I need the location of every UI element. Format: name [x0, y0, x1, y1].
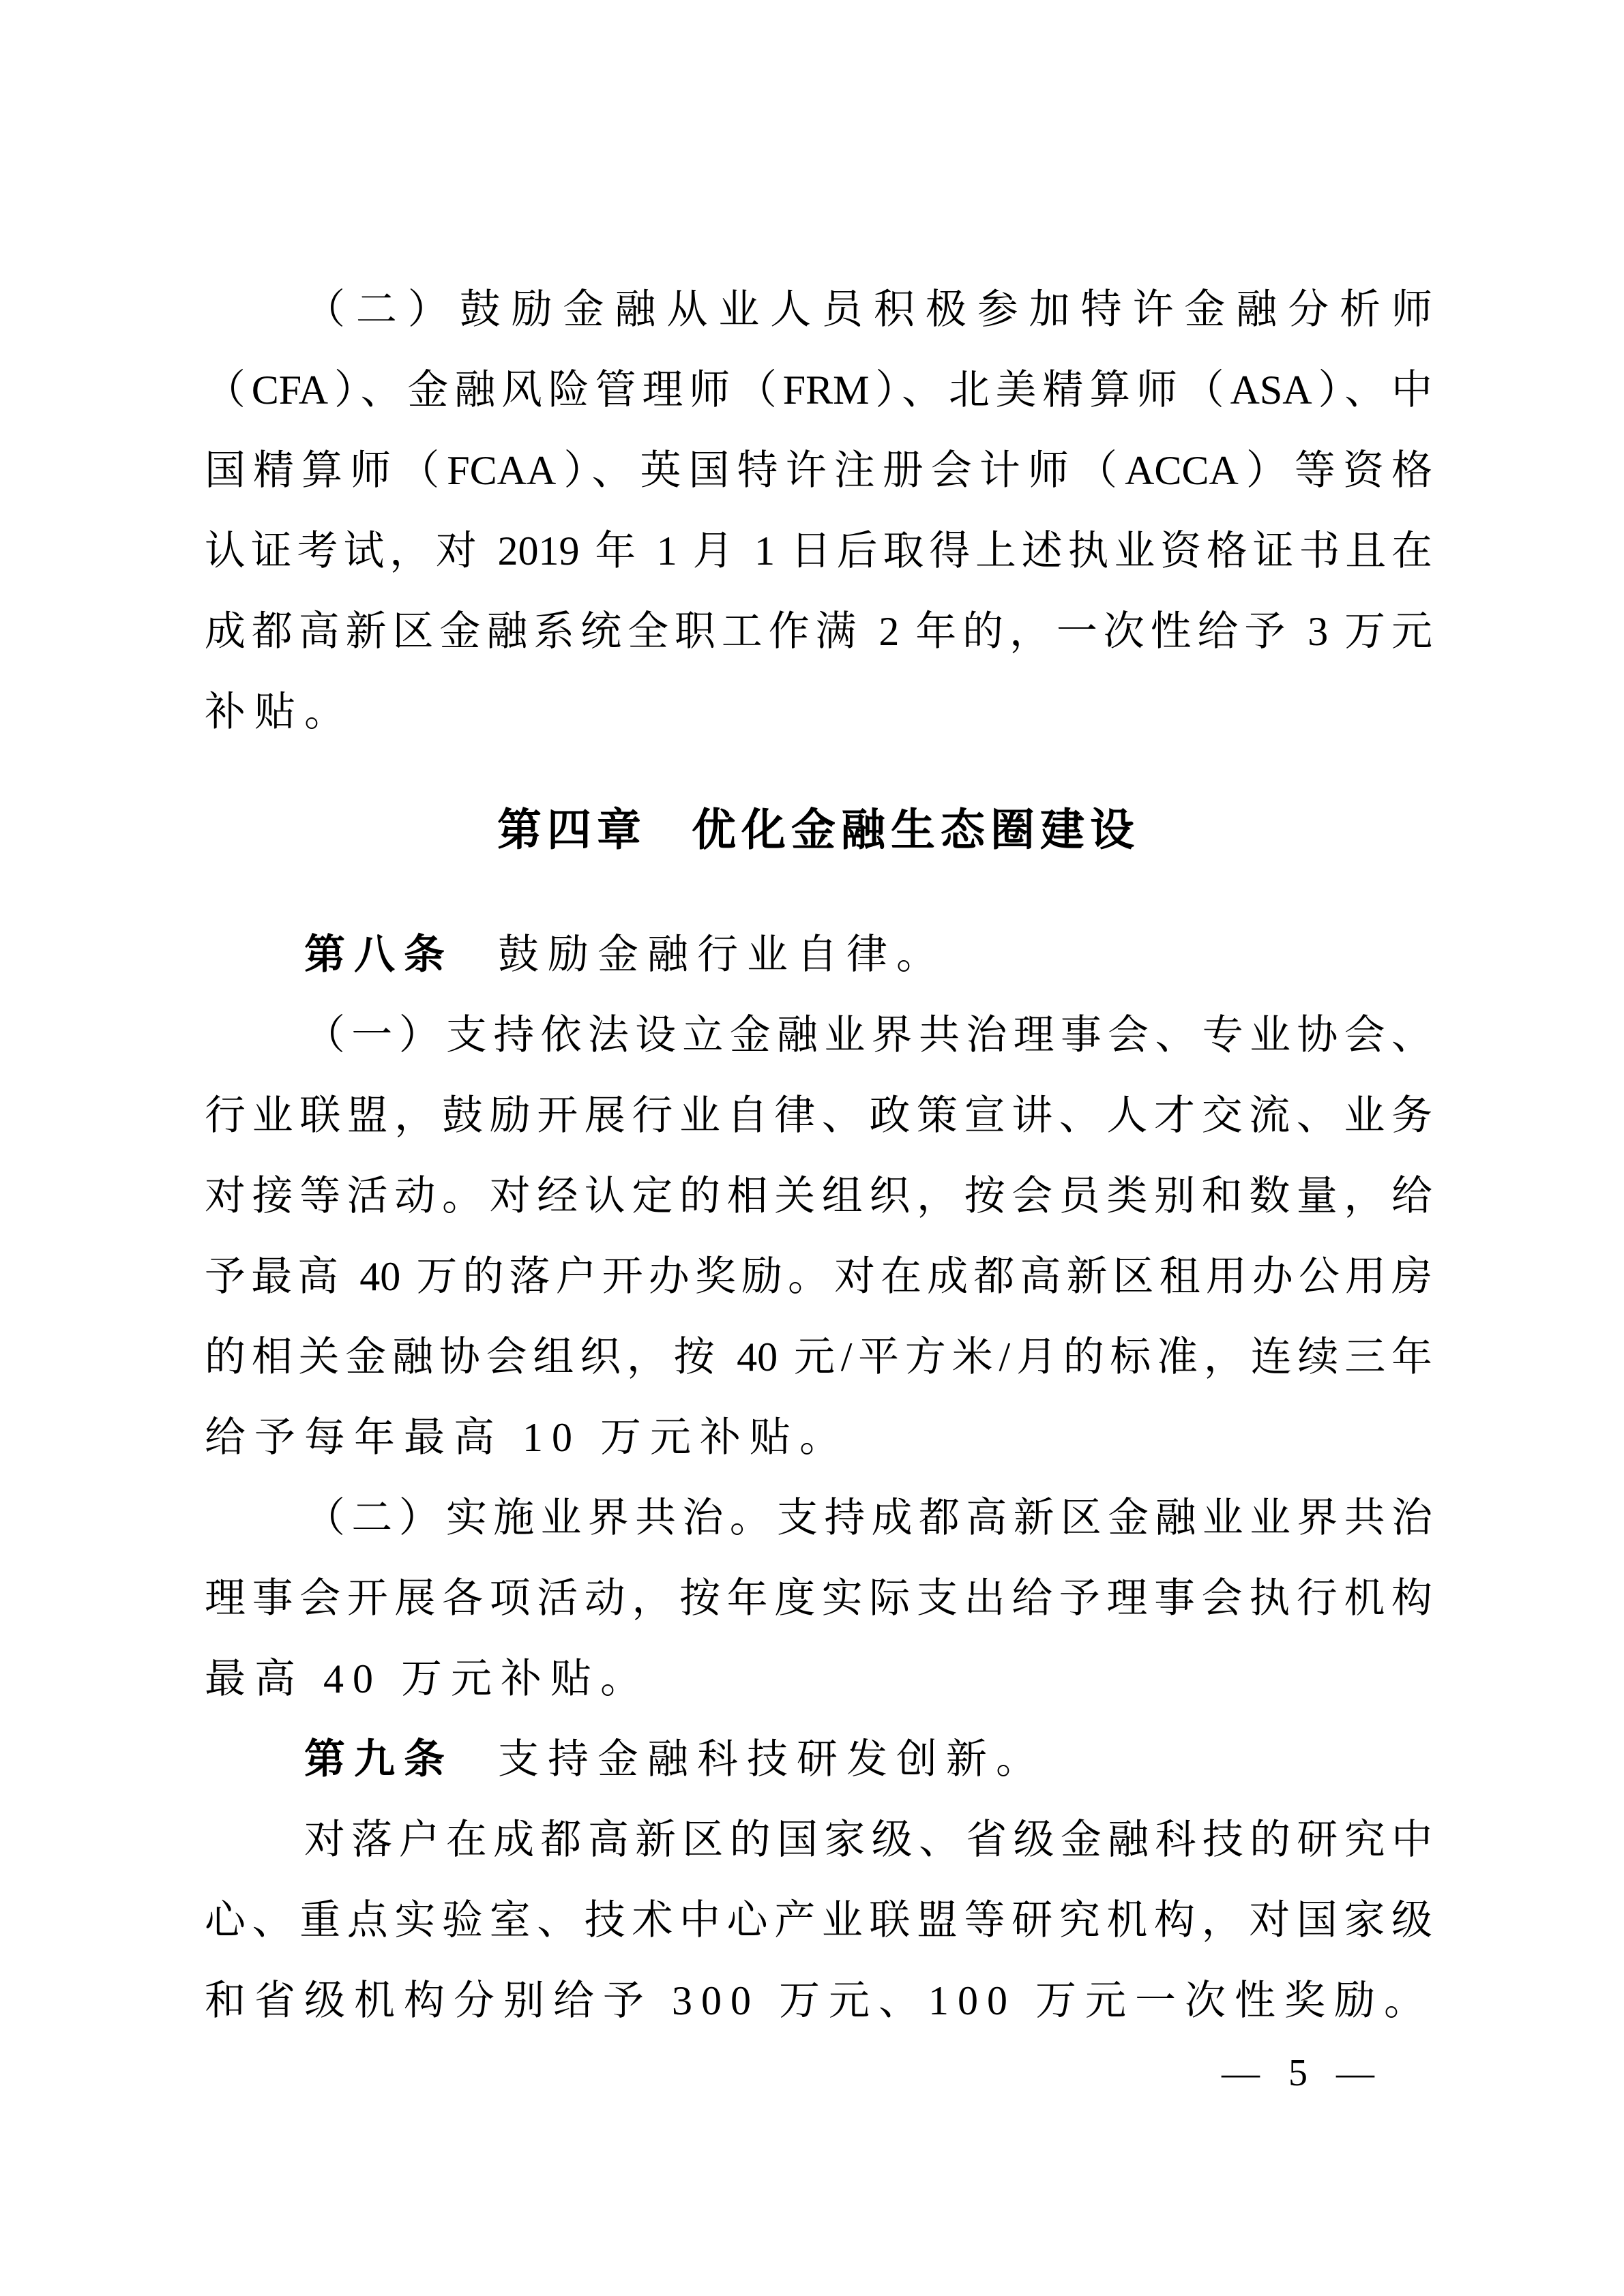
- article-9-label: 第九条: [304, 1736, 454, 1782]
- article-8-text: 鼓励金融行业自律。: [498, 932, 946, 977]
- paragraph-article8-item-1: [205, 995, 1432, 1478]
- text-line: 的相关金融协会组织，按 40 元/平方米/月的标准，连续三年: [205, 1335, 1432, 1380]
- text-line: （一）支持依法设立金融业界共治理事会、专业协会、: [304, 1013, 1432, 1058]
- text-line: （二）鼓励金融从业人员积极参加特许金融分析师: [304, 287, 1432, 332]
- text-line: 对落户在成都高新区的国家级、省级金融科技的研究中: [304, 1817, 1432, 1862]
- text-line: 对接等活动。对经认定的相关组织，按会员类别和数量，给: [205, 1174, 1432, 1219]
- chapter-title: 优化金融生态圈建设: [692, 805, 1140, 854]
- text-line: 认证考试，对 2019 年 1 月 1 日后取得上述执业资格证书且在: [205, 528, 1432, 573]
- article-8-heading-line: [205, 914, 1432, 995]
- article-9-text: 支持金融科技研发创新。: [498, 1737, 1046, 1782]
- chapter-heading: [205, 790, 1432, 870]
- text-line: 国精算师（FCAA）、英国特许注册会计师（ACCA）等资格: [205, 448, 1432, 493]
- text-line: 予最高 40 万的落户开办奖励。对在成都高新区租用办公用房: [205, 1254, 1432, 1299]
- article-8-label: 第八条: [304, 931, 454, 977]
- paragraph-item-2: [205, 269, 1432, 752]
- document-body: [205, 269, 1432, 2041]
- paragraph-article9: [205, 1800, 1432, 2041]
- text-line: 给予每年最高 10 万元补贴。: [205, 1415, 849, 1460]
- text-line: 最高 40 万元补贴。: [205, 1656, 650, 1701]
- text-line: （CFA）、金融风险管理师（FRM）、北美精算师（ASA）、中: [205, 368, 1432, 413]
- paragraph-article8-item-2: [205, 1478, 1432, 1719]
- page-number: — 5 —: [1222, 2052, 1384, 2094]
- text-line: 理事会开展各项活动，按年度实际支出给予理事会执行机构: [205, 1576, 1432, 1621]
- article-9-heading-line: [205, 1719, 1432, 1800]
- text-line: 补贴。: [205, 689, 354, 734]
- text-line: 和省级机构分别给予 300 万元、100 万元一次性奖励。: [205, 1978, 1434, 2023]
- text-line: （二）实施业界共治。支持成都高新区金融业业界共治: [304, 1495, 1432, 1540]
- text-line: 行业联盟，鼓励开展行业自律、政策宣讲、人才交流、业务: [205, 1093, 1432, 1138]
- text-line: 心、重点实验室、技术中心产业联盟等研究机构，对国家级: [205, 1898, 1432, 1943]
- chapter-number: 第四章: [497, 805, 647, 854]
- text-line: 成都高新区金融系统全职工作满 2 年的，一次性给予 3 万元: [205, 609, 1432, 654]
